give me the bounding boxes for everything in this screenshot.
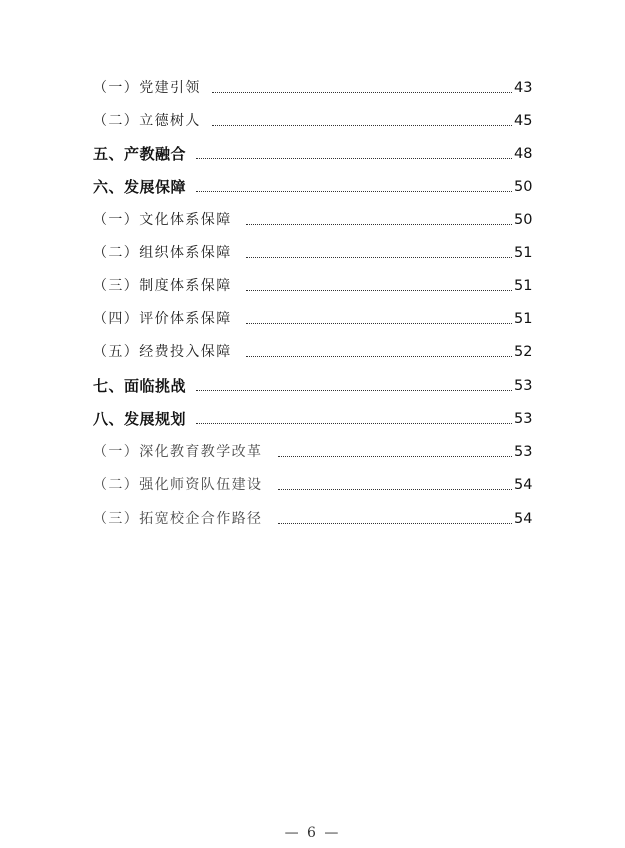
toc-entry-label: （三）拓宽校企合作路径 — [93, 511, 263, 527]
dot-leader — [278, 489, 512, 490]
toc-entry[interactable] — [0, 441, 625, 463]
toc-entry[interactable] — [0, 176, 625, 198]
toc-entry-label: （四）评价体系保障 — [93, 311, 232, 327]
toc-entry-label: （一）深化教育教学改革 — [93, 444, 263, 460]
toc-entry[interactable] — [0, 110, 625, 132]
dot-leader — [278, 523, 512, 524]
dot-leader — [212, 125, 512, 126]
toc-entry-page: 54 — [514, 477, 533, 493]
toc-entry-page: 53 — [514, 444, 533, 460]
toc-entry-label: 五、产教融合 — [93, 145, 187, 163]
toc-entry-page: 51 — [514, 278, 533, 294]
toc-entry-page: 52 — [514, 344, 533, 360]
toc-entry[interactable] — [0, 375, 625, 397]
toc-entry-label: （二）组织体系保障 — [93, 245, 232, 261]
dot-leader — [212, 92, 512, 93]
toc-entry-label: （二）强化师资队伍建设 — [93, 477, 263, 493]
toc-entry[interactable] — [0, 474, 625, 496]
toc-entry-label: （一）文化体系保障 — [93, 212, 232, 228]
toc-entry-page: 43 — [514, 80, 533, 96]
dot-leader — [196, 423, 512, 424]
dot-leader — [196, 158, 512, 159]
toc-entry[interactable] — [0, 242, 625, 264]
toc-entry[interactable] — [0, 275, 625, 297]
toc-entry-label: 六、发展保障 — [93, 178, 187, 196]
toc-entry-page: 51 — [514, 311, 533, 327]
toc-entry[interactable] — [0, 77, 625, 99]
page-number-footer: — 6 — — [284, 825, 341, 841]
toc-entry-page: 53 — [514, 411, 533, 427]
toc-entry-page: 50 — [514, 212, 533, 228]
toc-entry-page: 54 — [514, 511, 533, 527]
toc-entry-label: 八、发展规划 — [93, 410, 187, 428]
toc-entry[interactable] — [0, 143, 625, 165]
dot-leader — [246, 356, 512, 357]
dot-leader — [196, 191, 512, 192]
dot-leader — [278, 456, 512, 457]
toc-entry[interactable] — [0, 341, 625, 363]
toc-entry-label: 七、面临挑战 — [93, 377, 187, 395]
toc-entry-label: （一）党建引领 — [93, 80, 201, 96]
toc-entry-page: 53 — [514, 378, 533, 394]
dot-leader — [196, 390, 512, 391]
toc-entry-page: 45 — [514, 113, 533, 129]
dot-leader — [246, 257, 512, 258]
dot-leader — [246, 290, 512, 291]
toc-entry-label: （三）制度体系保障 — [93, 278, 232, 294]
toc-entry[interactable] — [0, 308, 625, 330]
toc-entry-label: （五）经费投入保障 — [93, 344, 232, 360]
toc-entry-page: 50 — [514, 179, 533, 195]
toc-entry-page: 48 — [514, 146, 533, 162]
toc-entry[interactable] — [0, 408, 625, 430]
dot-leader — [246, 224, 512, 225]
toc-entry[interactable] — [0, 508, 625, 530]
toc-entry-page: 51 — [514, 245, 533, 261]
toc-entry[interactable] — [0, 209, 625, 231]
dot-leader — [246, 323, 512, 324]
toc-entry-label: （二）立德树人 — [93, 113, 201, 129]
